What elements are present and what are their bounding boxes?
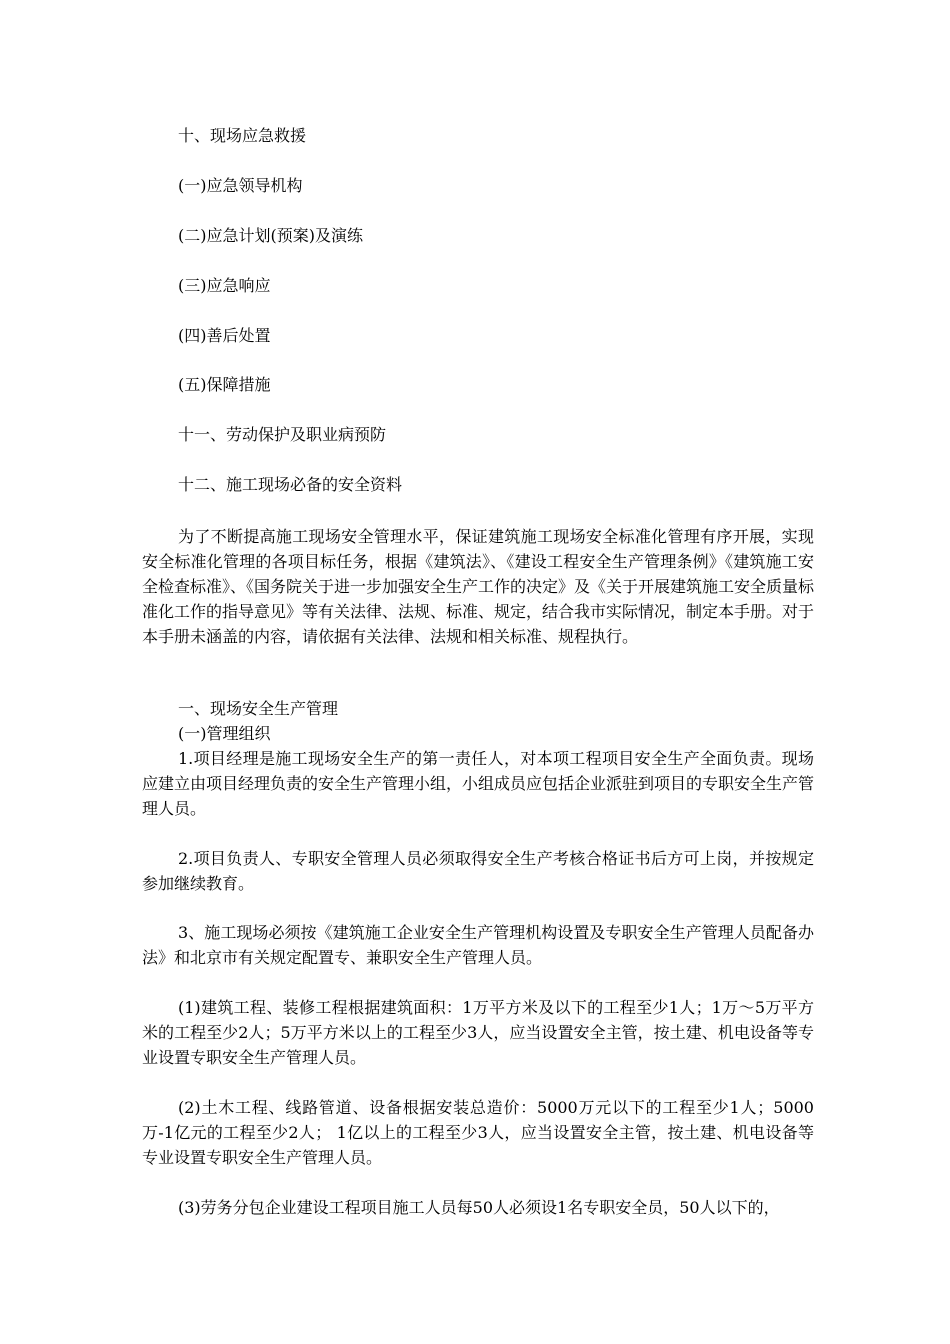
toc-item-10-3: (三)应急响应 (178, 276, 271, 295)
item-paragraph-2: 2.项目负责人、专职安全管理人员必须取得安全生产考核合格证书后方可上岗，并按规定参加继续教育。 (142, 849, 814, 893)
toc-item-10-5: (五)保障措施 (178, 375, 271, 394)
item-paragraph-3: 3、施工现场必须按《建筑施工企业安全生产管理机构设置及专职安全生产管理人员配备办法》和北京市有关规定配置专、兼职安全生产管理人员。 (142, 923, 814, 967)
toc-item-10-1: (一)应急领导机构 (178, 176, 303, 195)
item-paragraph-1: 1.项目经理是施工现场安全生产的第一责任人，对本项工程项目安全生产全面负责。现场应建立由项目经理负责的安全生产管理小组，小组成员应包括企业派驻到项目的专职安全生产管理人员。 (142, 749, 815, 818)
intro-paragraph: 为了不断提高施工现场安全管理水平，保证建筑施工现场安全标准化管理有序开展，实现安全标准化管理的各项目标任务，根据《建筑法》、《建设工程安全生产管理条例》《建筑施工安全检查标准》、《国务院关于进一步加强安全生产工作的决定》及《关于开展建筑施工安全质量标准化工作的指导意见》等有关法律、法规、标准、规定，结合我市实际情况，制定本手册。对于本手册未涵盖的内容，请依据有关法律、法规和相关标准、规程执行。 (142, 527, 815, 646)
item-paragraph-5: (2)土木工程、线路管道、设备根据安装总造价：5000万元以下的工程至少1人；5000万-1亿元的工程至少2人； 1亿以上的工程至少3人，应当设置安全主管，按土建、机电设备等专业设置专职安全生产管理人员。 (142, 1098, 814, 1167)
toc-item-10-2: (二)应急计划(预案)及演练 (178, 226, 363, 245)
section-title: 一、现场安全生产管理 (178, 699, 339, 718)
item-paragraph-4: (1)建筑工程、装修工程根据建筑面积：1万平方米及以下的工程至少1人；1万～5万平方米的工程至少2人；5万平方米以上的工程至少3人，应当设置安全主管，按土建、机电设备等专业设置专职安全生产管理人员。 (142, 998, 814, 1067)
toc-item-11: 十一、劳动保护及职业病预防 (178, 425, 387, 444)
toc-item-10-4: (四)善后处置 (178, 326, 271, 345)
section-subtitle: (一)管理组织 (178, 724, 271, 743)
toc-item-10: 十、现场应急救援 (178, 126, 307, 145)
toc-item-12: 十二、施工现场必备的安全资料 (178, 475, 403, 494)
item-paragraph-6: (3)劳务分包企业建设工程项目施工人员每50人必须设1名专职安全员，50人以下的， (178, 1198, 780, 1217)
